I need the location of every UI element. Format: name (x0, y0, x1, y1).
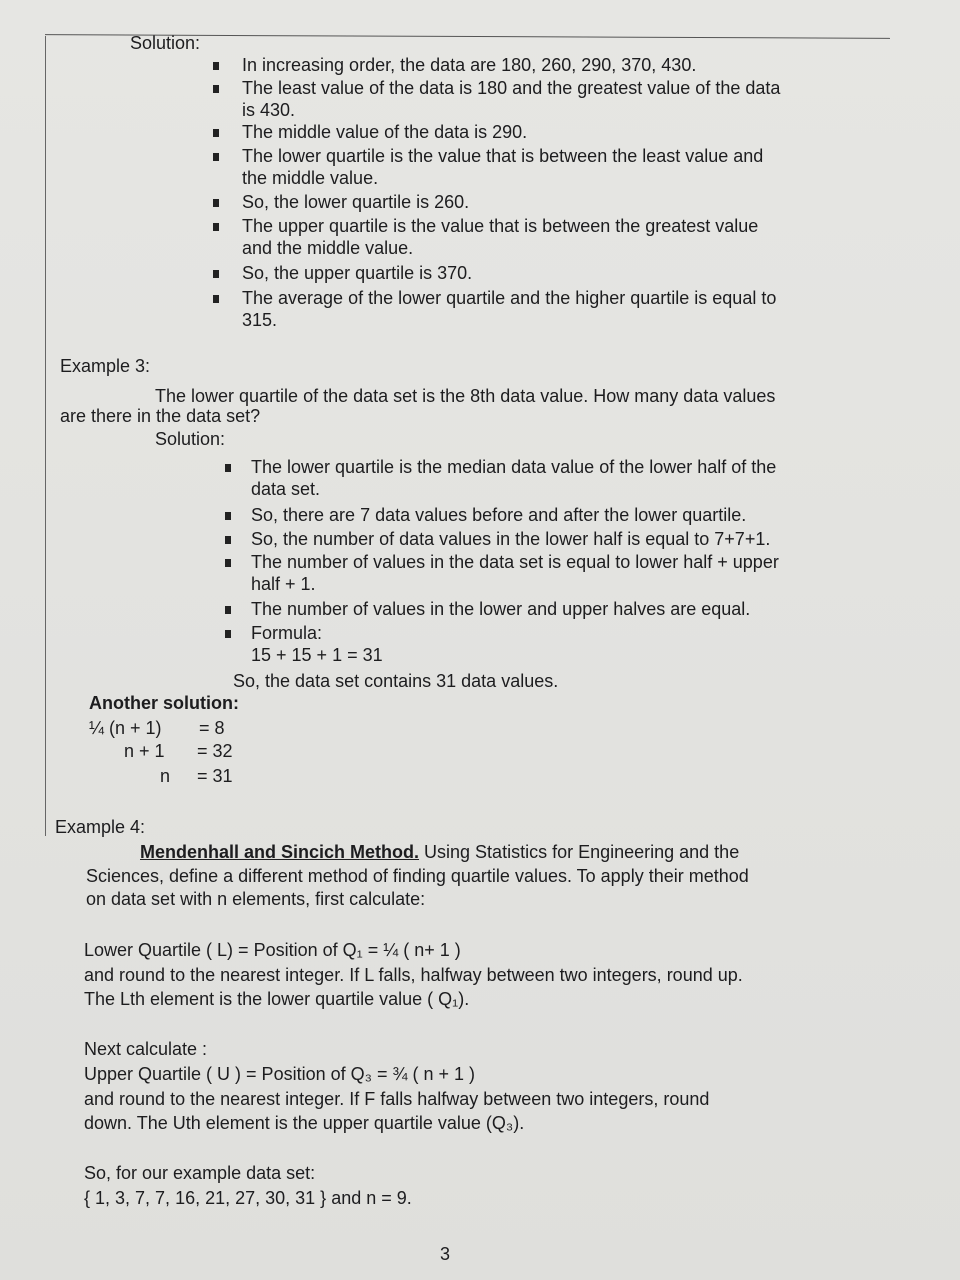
equation-3-rhs: = 31 (197, 766, 233, 786)
bullet-text: is 430. (242, 100, 296, 120)
example-data-line2: { 1, 3, 7, 7, 16, 21, 27, 30, 31 } and n = 9. (84, 1188, 412, 1208)
bullet-text: The number of values in the data set is equal to lower half + upper (251, 552, 779, 572)
frame-border-left (45, 36, 46, 836)
bullet-text: The middle value of the data is 290. (242, 122, 528, 142)
bullet-icon (213, 270, 219, 278)
equation-2-lhs: n + 1 (124, 741, 165, 761)
bullet-text: In increasing order, the data are 180, 260, 290, 370, 430. (242, 55, 697, 75)
intro-line1-rest: Using Statistics for Engineering and the (419, 842, 740, 862)
bullet-text: So, the number of data values in the lower half is equal to 7+7+1. (251, 529, 771, 549)
bullet-icon (213, 62, 219, 70)
upper-quartile-line2: and round to the nearest integer. If F falls halfway between two integers, round (84, 1089, 710, 1109)
lower-quartile-line2: and round to the nearest integer. If L falls, halfway between two integers, round up. (84, 965, 743, 985)
page-number: 3 (440, 1244, 451, 1264)
example3-conclusion: So, the data set contains 31 data values. (233, 671, 559, 691)
example3-heading: Example 3: (60, 356, 151, 376)
bullet-icon (225, 464, 231, 472)
equation-3-lhs: n (160, 766, 171, 786)
equation-1-lhs: ¼ (n + 1) (89, 718, 162, 738)
bullet-text: So, the lower quartile is 260. (242, 192, 470, 212)
bullet-text: 15 + 15 + 1 = 31 (251, 645, 383, 665)
bullet-icon (213, 85, 219, 93)
next-calculate: Next calculate : (84, 1039, 208, 1059)
bullet-icon (225, 559, 231, 567)
bullet-icon (213, 199, 219, 207)
bullet-text: half + 1. (251, 574, 316, 594)
bullet-text: 315. (242, 310, 278, 330)
another-solution-heading: Another solution: (89, 693, 239, 713)
upper-quartile-line3: down. The Uth element is the upper quartile value (Q₃). (84, 1113, 525, 1133)
bullet-icon (213, 129, 219, 137)
bullet-text: the middle value. (242, 168, 379, 188)
bullet-icon (225, 606, 231, 614)
bullet-text: So, the upper quartile is 370. (242, 263, 473, 283)
method-title: Mendenhall and Sincich Method. (140, 842, 420, 862)
bullet-icon (213, 223, 219, 231)
bullet-text: Formula: (251, 623, 323, 643)
bullet-text: The upper quartile is the value that is between the greatest value (242, 216, 759, 236)
example-data-line1: So, for our example data set: (84, 1163, 316, 1183)
bullet-icon (225, 512, 231, 520)
bullet-text: So, there are 7 data values before and after the lower quartile. (251, 505, 747, 525)
bullet-text: The average of the lower quartile and the higher quartile is equal to (242, 288, 777, 308)
bullet-icon (225, 536, 231, 544)
example4-heading: Example 4: (55, 817, 146, 837)
solution-heading: Solution: (130, 33, 201, 53)
bullet-text: The least value of the data is 180 and the greatest value of the data (242, 78, 781, 98)
upper-quartile-line1: Upper Quartile ( U ) = Position of Q₃ = ¾ ( n + 1 ) (84, 1064, 475, 1084)
example3-question-line1: The lower quartile of the data set is the 8th data value. How many data values (155, 386, 776, 406)
bullet-text: The lower quartile is the median data value of the lower half of the (251, 457, 777, 477)
lower-quartile-line3: The Lth element is the lower quartile value ( Q₁). (84, 989, 470, 1009)
bullet-text: The lower quartile is the value that is between the least value and (242, 146, 764, 166)
bullet-icon (225, 630, 231, 638)
example3-solution-heading: Solution: (155, 429, 226, 449)
example4-intro-line1 (140, 841, 739, 863)
bullet-text: The number of values in the lower and upper halves are equal. (251, 599, 751, 619)
lower-quartile-line1: Lower Quartile ( L) = Position of Q₁ = ¼ ( n+ 1 ) (84, 940, 461, 960)
equation-1-rhs: = 8 (199, 718, 225, 738)
bullet-icon (213, 153, 219, 161)
equation-2-rhs: = 32 (197, 741, 233, 761)
example3-question-line2: are there in the data set? (60, 406, 261, 426)
bullet-icon (213, 295, 219, 303)
example4-intro-line2: Sciences, define a different method of finding quartile values. To apply their method (86, 866, 749, 886)
bullet-text: data set. (251, 479, 321, 499)
example4-intro-line3: on data set with n elements, first calculate: (86, 889, 426, 909)
bullet-text: and the middle value. (242, 238, 414, 258)
